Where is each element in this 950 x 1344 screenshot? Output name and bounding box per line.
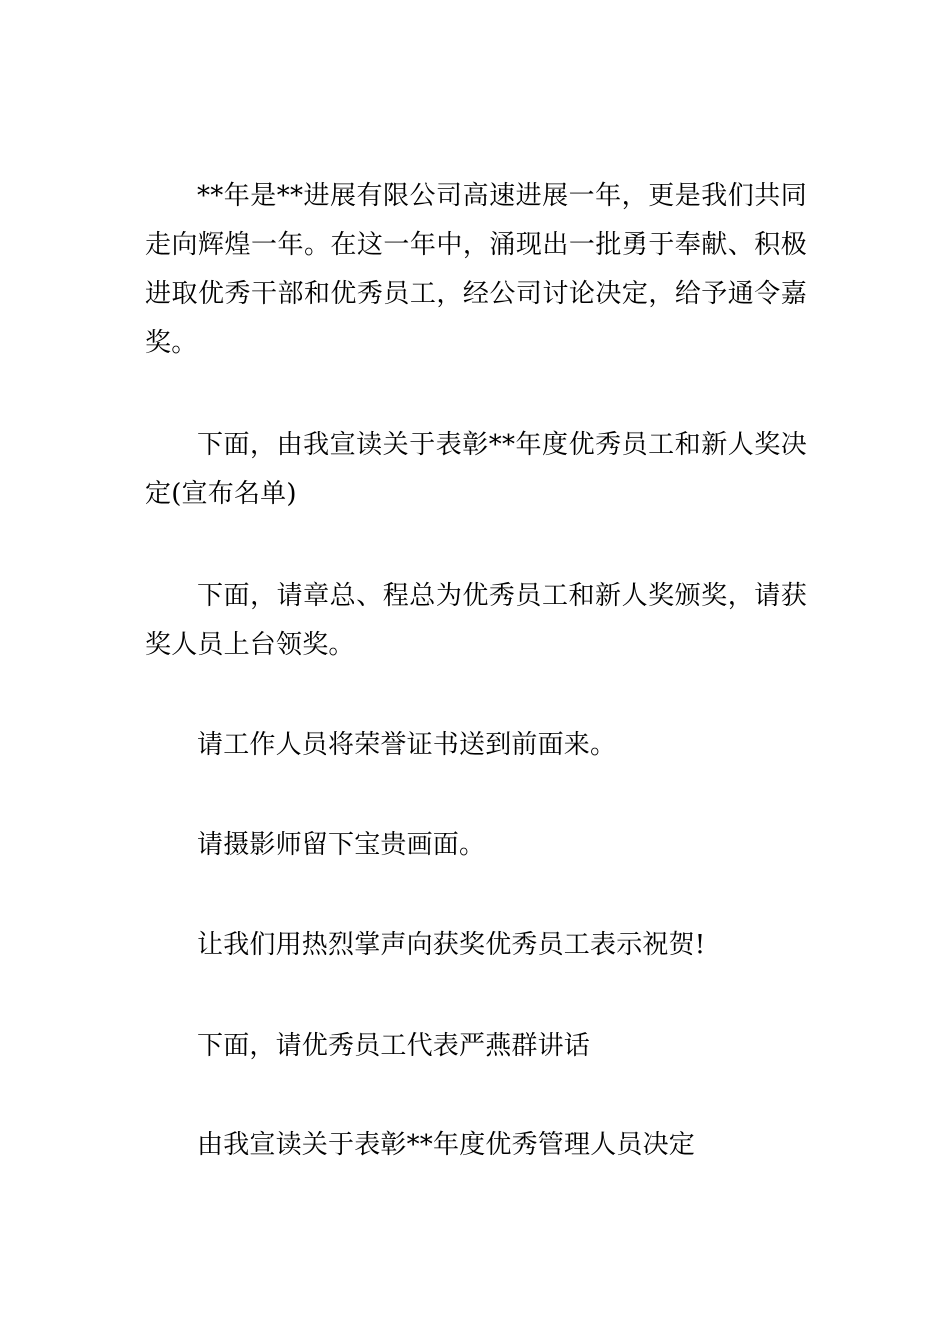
paragraph-award-presentation: 下面，请章总、程总为优秀员工和新人奖颁奖，请获奖人员上台领奖。 bbox=[145, 581, 807, 660]
paragraph-employee-speech: 下面，请优秀员工代表严燕群讲话 bbox=[197, 1031, 591, 1061]
paragraph-annual-summary: **年是**进展有限公司高速进展一年，更是我们共同走向辉煌一年。在这一年中，涌现出一批勇于奉献、积极进取优秀干部和优秀员工，经公司讨论决定，给予通令嘉奖。 bbox=[145, 181, 807, 358]
paragraph-applause: 让我们用热烈掌声向获奖优秀员工表示祝贺! bbox=[197, 930, 706, 960]
paragraph-announce-excellent-employees: 下面，由我宣读关于表彰**年度优秀员工和新人奖决定(宣布名单) bbox=[145, 430, 807, 509]
paragraph-certificates: 请工作人员将荣誉证书送到前面来。 bbox=[197, 730, 617, 760]
paragraph-photographer: 请摄影师留下宝贵画面。 bbox=[197, 830, 486, 860]
paragraph-announce-managers: 由我宣读关于表彰**年度优秀管理人员决定 bbox=[197, 1130, 696, 1160]
